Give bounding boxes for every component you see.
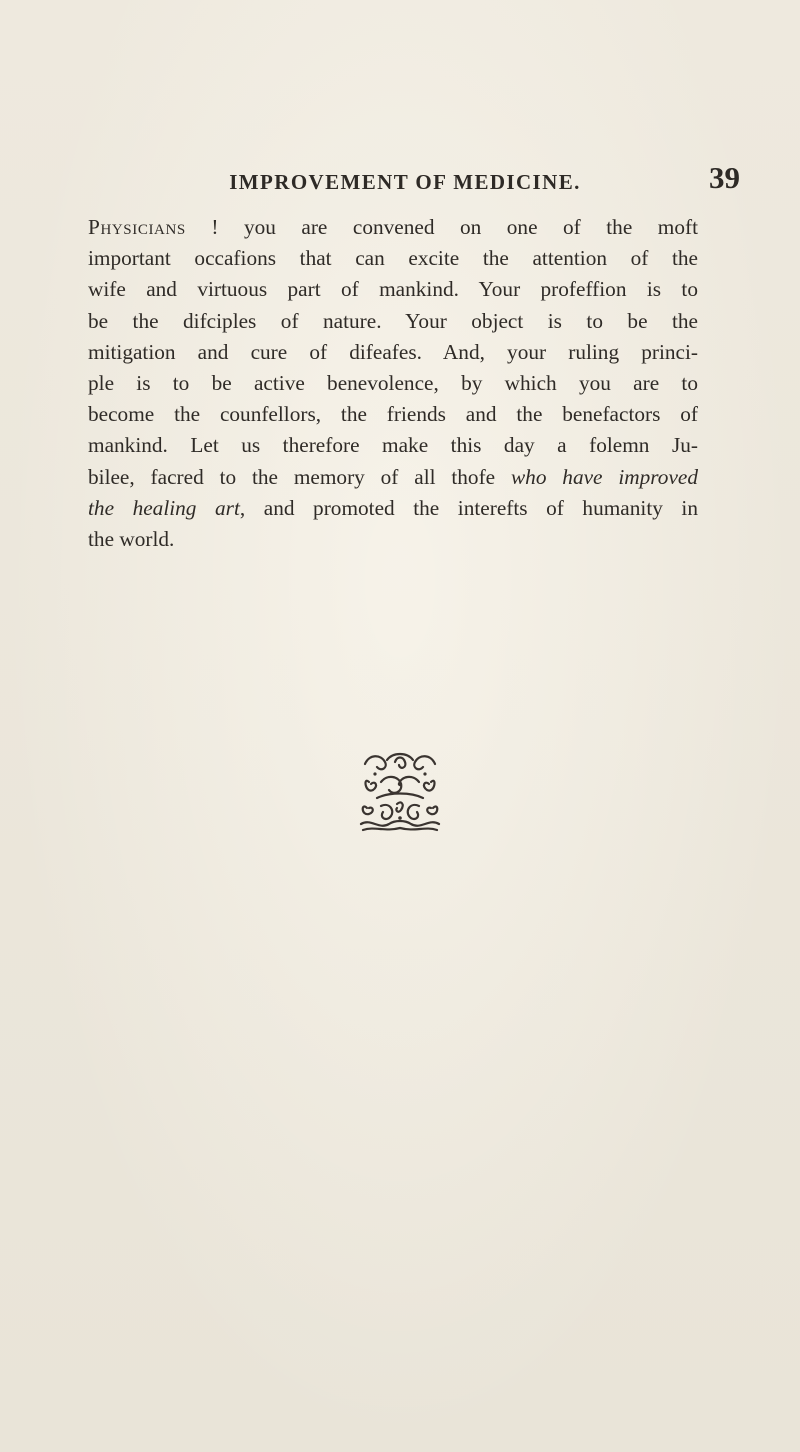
running-head <box>140 160 740 200</box>
text-line-4: be the difciples of nature. Your object is to be the <box>88 308 698 333</box>
opening-word: Physicians <box>88 215 186 239</box>
text-line-2: important occafions that can excite the attention of the <box>88 246 698 271</box>
text-line-10: the healing art, and promoted the interefts of humanity in <box>88 495 699 520</box>
italic-phrase: who have improved <box>510 464 698 489</box>
tailpiece-ornament-icon <box>355 752 445 832</box>
body-paragraph <box>88 212 698 555</box>
text-line-6: ple is to be active benevolence, by which you are to <box>88 370 698 395</box>
text-line-11: the world. <box>88 526 175 551</box>
text-line-5: mitigation and cure of difeafes. And, your ruling princi- <box>88 339 698 364</box>
text-line-1: Physicians ! you are convened on one of the moft <box>88 215 698 239</box>
text-line-3: wife and virtuous part of mankind. Your profeffion is to <box>88 277 698 302</box>
text-line-8: mankind. Let us therefore make this day a folemn Ju- <box>88 433 698 458</box>
text-line-9: bilee, facred to the memory of all thofe who have improved <box>88 464 698 489</box>
page-number: 39 <box>709 160 740 195</box>
text-line-7: become the counfellors, the friends and the benefactors of <box>88 402 698 427</box>
running-title: IMPROVEMENT OF MEDICINE. <box>229 170 581 194</box>
italic-phrase-healing-art: the healing art <box>88 495 240 520</box>
